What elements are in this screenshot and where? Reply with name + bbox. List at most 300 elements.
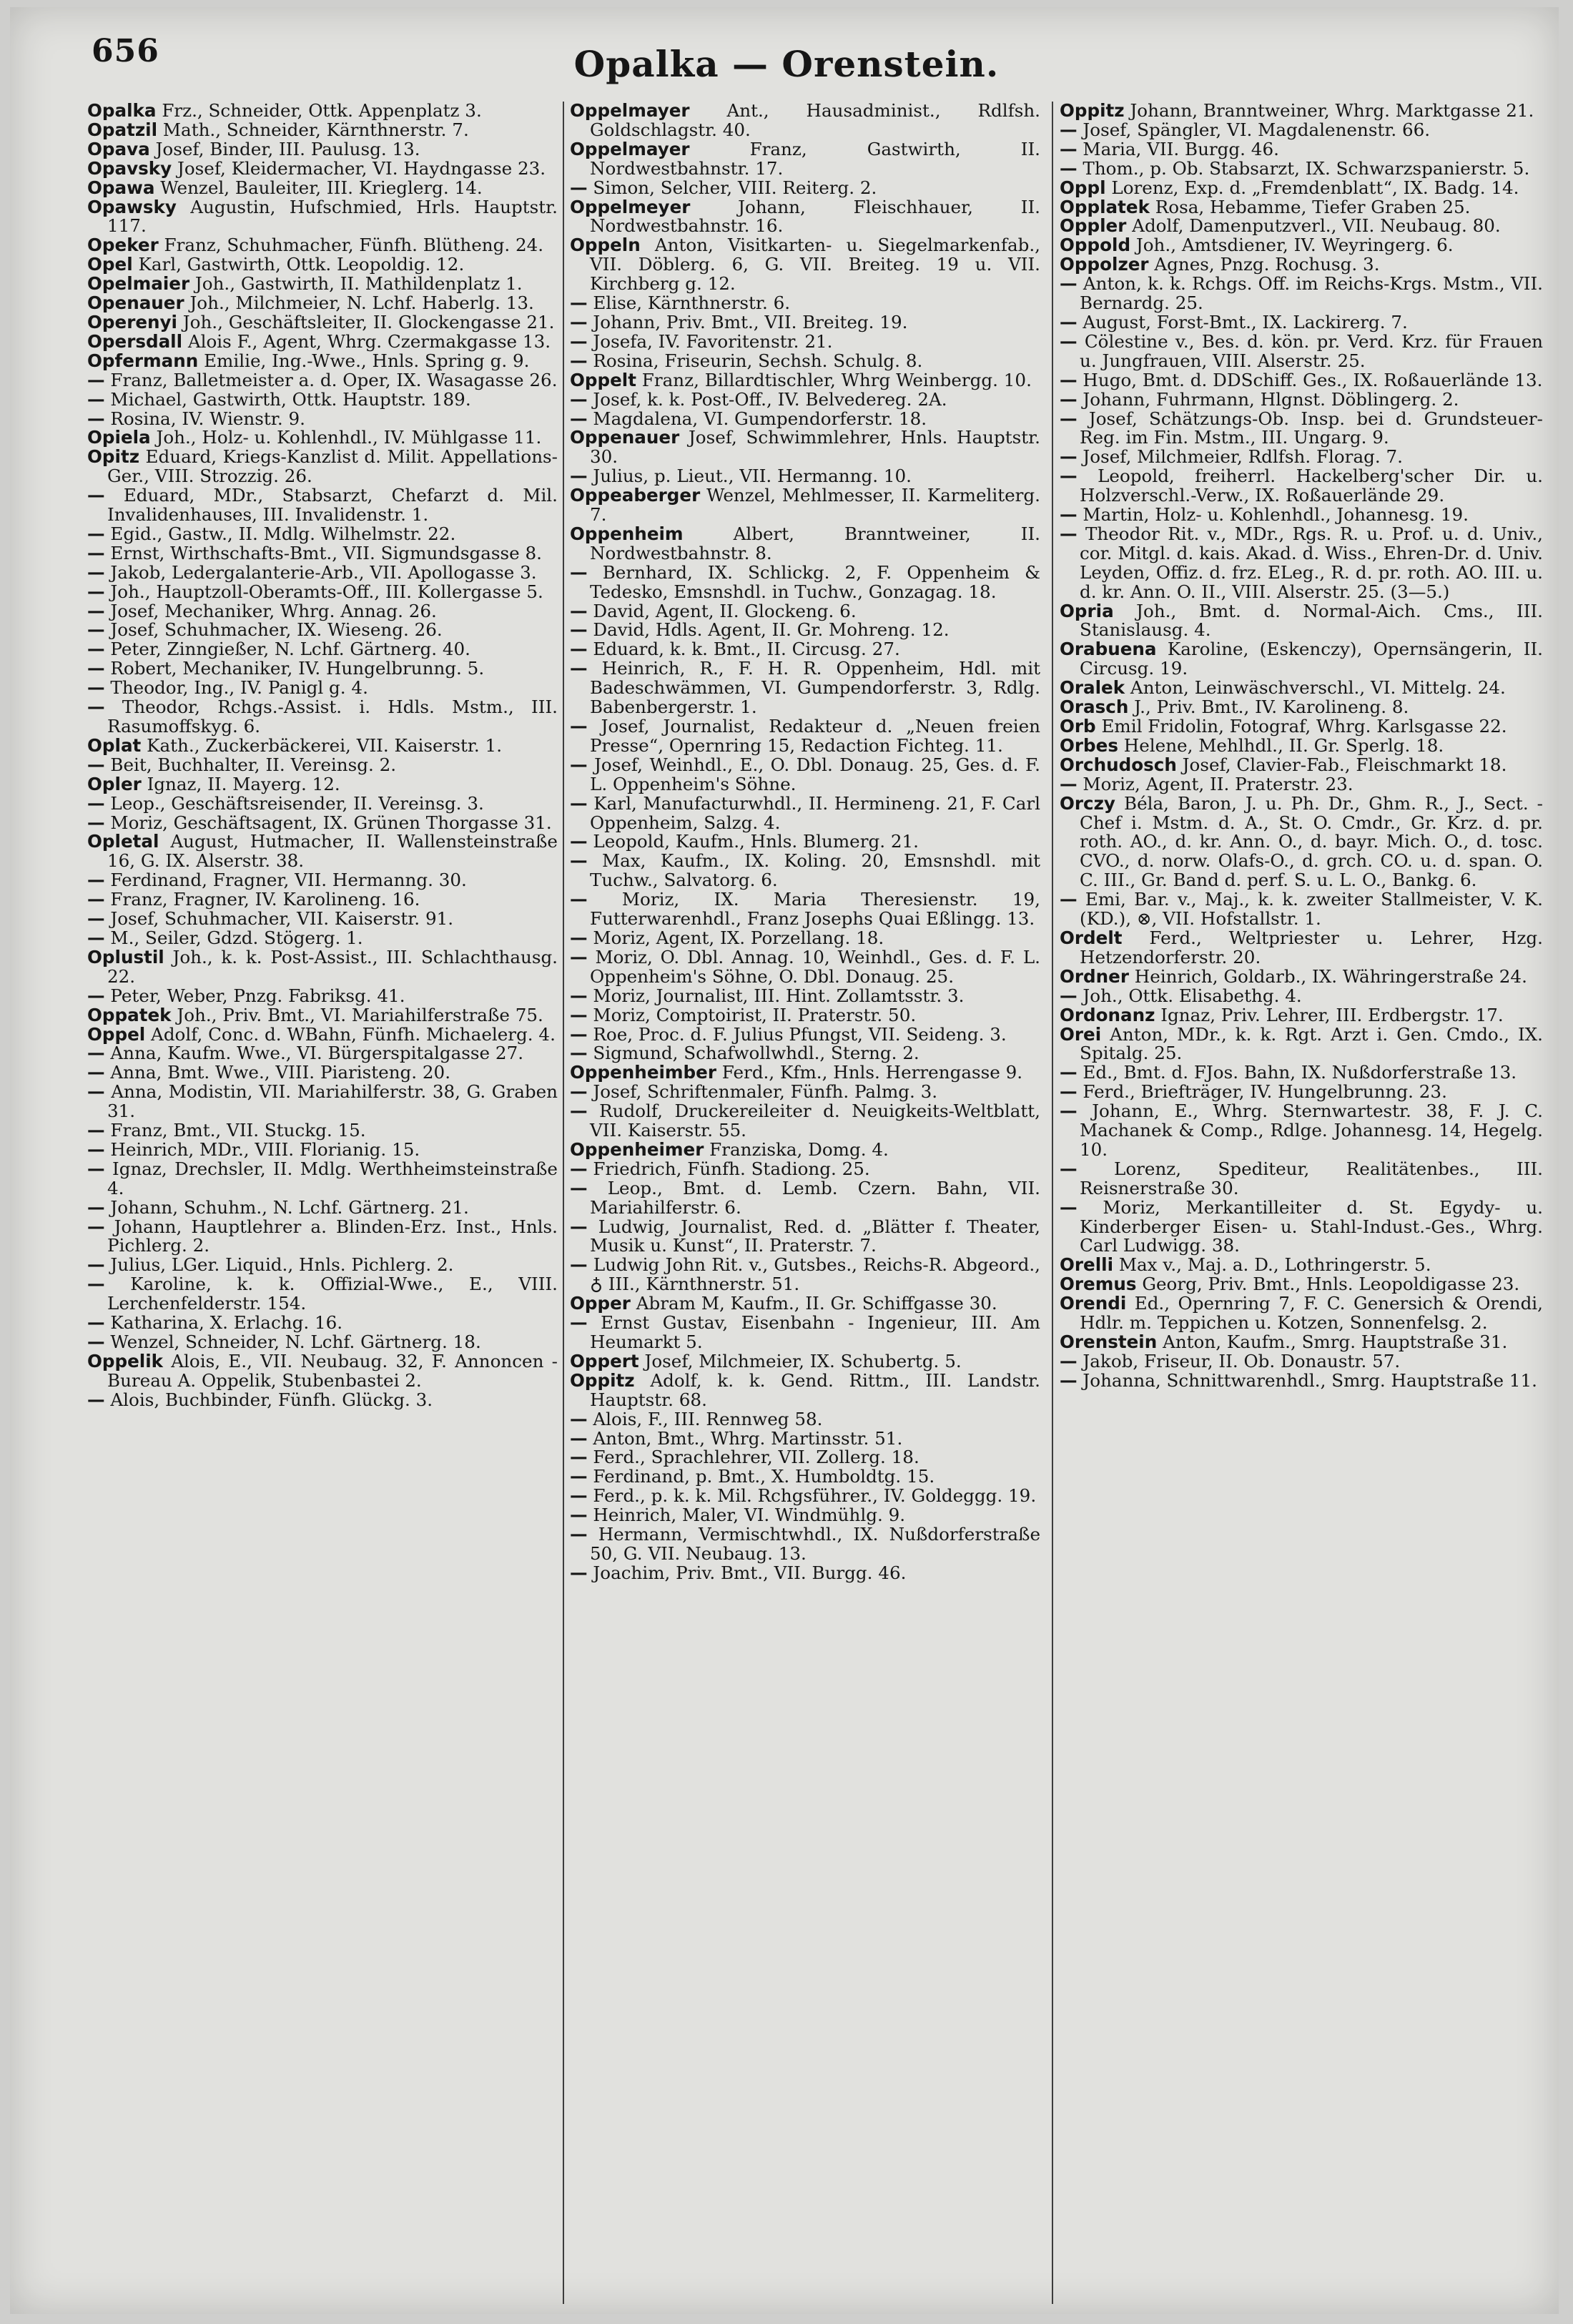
directory-entry bbox=[87, 1256, 558, 1275]
entry-name: — bbox=[1060, 985, 1078, 1006]
entry-details: Albert, Branntweiner, II. Nordwestbahnstr. 8. bbox=[590, 523, 1040, 563]
directory-entry bbox=[1060, 1275, 1543, 1294]
directory-entry bbox=[1060, 330, 1543, 371]
entry-name: Opava bbox=[87, 138, 150, 159]
entry-name: — bbox=[570, 1562, 588, 1583]
entry-details: Lorenz, Spediteur, Realitätenbes., III. Reisnerstraße 30. bbox=[1077, 1158, 1543, 1198]
entry-name: Opplatek bbox=[1060, 196, 1150, 217]
entry-details: Eduard, k. k. Bmt., II. Circusg. 27. bbox=[587, 639, 900, 660]
entry-details: Elise, Kärnthnerstr. 6. bbox=[587, 292, 791, 314]
entry-details: Roe, Proc. d. F. Julius Pfungst, VII. Seideng. 3. bbox=[587, 1023, 1007, 1045]
entry-details: Beit, Buchhalter, II. Vereinsg. 2. bbox=[104, 754, 397, 775]
directory-entry bbox=[87, 734, 558, 756]
directory-entry bbox=[87, 428, 558, 448]
entry-name: Operenyi bbox=[87, 311, 177, 333]
entry-details: Peter, Zinngießer, N. Lchf. Gärtnerg. 40. bbox=[104, 639, 470, 660]
directory-entry bbox=[570, 659, 1040, 717]
entry-name: — bbox=[570, 1485, 588, 1507]
directory-entry bbox=[1060, 1063, 1543, 1083]
entry-details: Johann, Fuhrmann, Hlgnst. Döblingerg. 2. bbox=[1077, 388, 1459, 410]
entry-details: Emi, Bar. v., Maj., k. k. zweiter Stallmeister, V. K. (KD.), ⊗, VII. Hofstallstr. 1. bbox=[1077, 889, 1543, 930]
entry-name: — bbox=[570, 889, 588, 910]
directory-entry bbox=[1060, 698, 1543, 717]
entry-details: Franz, Schuhmacher, Fünfh. Blütheng. 24. bbox=[158, 235, 544, 256]
entry-name: — bbox=[87, 639, 105, 660]
entry-name: — bbox=[570, 1254, 588, 1276]
entry-details: Moriz, Comptoirist, II. Praterstr. 50. bbox=[587, 1004, 917, 1025]
entry-name: Opatzil bbox=[87, 119, 158, 140]
entry-name: — bbox=[1060, 504, 1078, 526]
entry-details: Joh., Amtsdiener, IV. Weyringerg. 6. bbox=[1130, 235, 1454, 256]
directory-entry bbox=[570, 1506, 1040, 1525]
entry-name: Oppler bbox=[1060, 215, 1127, 237]
directory-entry bbox=[570, 1006, 1040, 1025]
entry-name: — bbox=[1060, 889, 1078, 910]
entry-details: Moriz, Geschäftsagent, IX. Grünen Thorgasse 31. bbox=[104, 812, 552, 833]
directory-entry bbox=[87, 1218, 558, 1256]
entry-details: Anton, Leinwäschverschl., VI. Mittelg. 24. bbox=[1125, 677, 1506, 699]
directory-entry bbox=[570, 486, 1040, 525]
entry-details: Josef, Clavier-Fab., Fleischmarkt 18. bbox=[1176, 754, 1507, 775]
directory-entry bbox=[87, 410, 558, 429]
directory-entry bbox=[87, 140, 558, 159]
entry-details: Rudolf, Druckereileiter d. Neuigkeits-Weltblatt, VII. Kaiserstr. 55. bbox=[587, 1101, 1040, 1141]
entry-name: — bbox=[87, 408, 105, 429]
directory-entry bbox=[1060, 506, 1543, 525]
entry-name: — bbox=[570, 850, 588, 872]
entry-name: — bbox=[570, 408, 588, 429]
entry-name: — bbox=[570, 311, 588, 333]
directory-entry bbox=[1060, 756, 1543, 775]
entry-details: Leop., Geschäftsreisender, II. Vereinsg. 3. bbox=[104, 792, 484, 814]
entry-name: — bbox=[87, 369, 105, 390]
entry-details: Leopold, Kaufm., Hnls. Blumerg. 21. bbox=[587, 831, 919, 852]
entry-details: Ludwig John Rit. v., Gutsbes., Reichs-R. Abgeord., ♁ III., Kärnthnerstr. 51. bbox=[587, 1254, 1040, 1295]
entry-details: Alois F., Agent, Whrg. Czermakgasse 13. bbox=[182, 330, 551, 352]
directory-entry bbox=[87, 371, 558, 390]
entry-details: Béla, Baron, J. u. Ph. Dr., Ghm. R., J., Sect. - Chef i. Mstm. d. A., St. O. Cmdr., Gr. Krz. d. pr. roth. AO., d. kr. Ann. O., d. bayr. Mich. O., d. tosc. CVO., d. norw. Olafs-O., d. grch. CO. u. d. span. O. C. III., Gr. Band d. perf. S. u. L. O., Bankg. 6. bbox=[1080, 792, 1543, 891]
entry-details: Alois, E., VII. Neubaug. 32, F. Annoncen - Bureau A. Oppelik, Stubenbastei 2. bbox=[107, 1350, 558, 1391]
entry-name: — bbox=[570, 1505, 588, 1526]
directory-entry bbox=[570, 756, 1040, 794]
entry-details: Thom., p. Ob. Stabsarzt, IX. Schwarzspanierstr. 5. bbox=[1077, 157, 1530, 179]
entry-details: Johann, Branntweiner, Whrg. Marktgasse 21. bbox=[1124, 102, 1534, 121]
entry-details: M., Seiler, Gdzd. Stögerg. 1. bbox=[104, 927, 363, 948]
directory-entry bbox=[570, 1083, 1040, 1102]
entry-name: Oppelmeyer bbox=[570, 196, 691, 217]
entry-name: — bbox=[570, 1447, 588, 1468]
directory-entry bbox=[1060, 602, 1543, 641]
entry-name: Oppenheimer bbox=[570, 1138, 704, 1160]
directory-entry bbox=[570, 1256, 1040, 1294]
directory-entry bbox=[1060, 179, 1543, 198]
entry-name: — bbox=[1060, 273, 1078, 295]
entry-name: — bbox=[87, 792, 105, 814]
entry-details: Karoline, (Eskenczy), Opernsängerin, II. Circusg. 19. bbox=[1080, 639, 1543, 679]
running-title: Opalka — Orenstein. bbox=[573, 43, 1000, 85]
column-left bbox=[87, 102, 558, 2304]
entry-name: — bbox=[570, 330, 588, 352]
entry-name: Ordonanz bbox=[1060, 1004, 1155, 1025]
directory-entry bbox=[87, 832, 558, 871]
entry-details: Joh., Bmt. d. Normal-Aich. Cms., III. Stanislausg. 4. bbox=[1080, 600, 1543, 641]
entry-name: — bbox=[570, 466, 588, 487]
entry-details: Joh., Gastwirth, II. Mathildenplatz 1. bbox=[189, 273, 523, 295]
directory-columns bbox=[87, 102, 1543, 2304]
entry-details: Adolf, Damenputzverl., VII. Neubaug. 80. bbox=[1126, 215, 1501, 237]
directory-entry bbox=[570, 198, 1040, 237]
entry-name: — bbox=[87, 889, 105, 910]
directory-entry bbox=[87, 198, 558, 237]
directory-entry bbox=[87, 910, 558, 929]
directory-entry bbox=[87, 1138, 558, 1160]
entry-name: — bbox=[570, 1023, 588, 1045]
entry-name: — bbox=[570, 658, 588, 679]
directory-entry bbox=[570, 330, 1040, 352]
directory-entry bbox=[87, 1063, 558, 1083]
entry-name: — bbox=[87, 485, 105, 506]
entry-name: — bbox=[1060, 119, 1078, 140]
directory-entry bbox=[87, 486, 558, 525]
directory-entry bbox=[570, 832, 1040, 852]
directory-entry bbox=[87, 775, 558, 794]
entry-details: Joh., Ottk. Elisabethg. 4. bbox=[1077, 985, 1302, 1006]
directory-entry bbox=[87, 563, 558, 583]
entry-name: — bbox=[570, 1158, 588, 1179]
entry-details: Wenzel, Bauleiter, III. Krieglerg. 14. bbox=[154, 177, 483, 198]
entry-name: — bbox=[87, 812, 105, 833]
entry-name: Orbes bbox=[1060, 734, 1118, 756]
entry-details: Franz, Balletmeister a. d. Oper, IX. Wasagasse 26. bbox=[104, 369, 558, 390]
entry-details: Franz, Fragner, IV. Karolineng. 16. bbox=[104, 889, 420, 910]
directory-entry bbox=[1060, 734, 1543, 756]
entry-name: Ordelt bbox=[1060, 927, 1123, 948]
entry-name: — bbox=[570, 292, 588, 314]
directory-entry bbox=[570, 1179, 1040, 1218]
entry-details: Moriz, Journalist, III. Hint. Zollamtsstr. 3. bbox=[587, 985, 965, 1006]
entry-name: — bbox=[87, 619, 105, 641]
directory-entry bbox=[570, 102, 1040, 140]
entry-name: Orchudosch bbox=[1060, 754, 1177, 775]
entry-name: Oppelik bbox=[87, 1350, 164, 1372]
directory-entry bbox=[87, 159, 558, 179]
entry-details: Alois, F., III. Rennweg 58. bbox=[587, 1408, 823, 1429]
entry-name: Oralek bbox=[1060, 677, 1125, 699]
entry-name: Oppel bbox=[87, 1023, 146, 1045]
entry-details: Agnes, Pnzg. Rochusg. 3. bbox=[1148, 254, 1380, 275]
entry-name: — bbox=[570, 1524, 588, 1545]
entry-details: Cölestine v., Bes. d. kön. pr. Verd. Krz. für Frauen u. Jungfrauen, VIII. Alserstr. 25. bbox=[1077, 330, 1543, 371]
entry-name: — bbox=[87, 658, 105, 679]
directory-entry bbox=[87, 1333, 558, 1352]
entry-name: — bbox=[1060, 446, 1078, 468]
directory-entry bbox=[1060, 236, 1543, 255]
entry-details: Johann, Fleischhauer, II. Nordwestbahnstr. 16. bbox=[590, 196, 1040, 237]
entry-details: Ant., Hausadminist., Rdlfsh. Goldschlagstr. 40. bbox=[590, 102, 1040, 140]
directory-entry bbox=[87, 255, 558, 275]
entry-name: — bbox=[87, 523, 105, 544]
entry-details: Peter, Weber, Pnzg. Fabriksg. 41. bbox=[104, 985, 405, 1006]
directory-entry bbox=[87, 525, 558, 544]
entry-details: Karl, Manufacturwhdl., II. Hermineng. 21, F. Carl Oppenheim, Salzg. 4. bbox=[587, 792, 1040, 833]
entry-details: Maria, VII. Burgg. 46. bbox=[1077, 138, 1279, 159]
entry-name: Orendi bbox=[1060, 1293, 1127, 1314]
entry-details: Moriz, O. Dbl. Annag. 10, Weinhdl., Ges. d. F. L. Oppenheim's Söhne, O. Dbl. Donaug. 25. bbox=[587, 946, 1040, 987]
entry-details: Wenzel, Schneider, N. Lchf. Gärtnerg. 18. bbox=[104, 1331, 481, 1352]
entry-name: — bbox=[570, 1043, 588, 1064]
entry-name: — bbox=[570, 716, 588, 737]
entry-name: — bbox=[570, 1081, 588, 1103]
entry-name: Oppelmayer bbox=[570, 102, 690, 121]
entry-details: Ferdinand, p. Bmt., X. Humboldtg. 15. bbox=[587, 1466, 935, 1487]
entry-name: Opavsky bbox=[87, 157, 172, 179]
directory-entry bbox=[1060, 313, 1543, 333]
entry-name: Opria bbox=[1060, 600, 1114, 621]
entry-name: — bbox=[87, 1331, 105, 1352]
directory-entry bbox=[1060, 1025, 1543, 1064]
entry-details: Josef, Schriftenmaler, Fünfh. Palmg. 3. bbox=[587, 1081, 938, 1103]
entry-details: Josef, Milchmeier, Rdlfsh. Florag. 7. bbox=[1077, 446, 1403, 468]
entry-name: — bbox=[1060, 330, 1078, 352]
directory-entry bbox=[570, 987, 1040, 1006]
entry-details: Eduard, Kriegs-Kanzlist d. Milit. Appellations-Ger., VIII. Strozzig. 26. bbox=[107, 446, 558, 487]
directory-entry bbox=[1060, 1369, 1543, 1391]
directory-entry bbox=[1060, 410, 1543, 448]
directory-entry bbox=[570, 890, 1040, 929]
directory-entry bbox=[1060, 371, 1543, 390]
directory-entry bbox=[570, 1467, 1040, 1487]
directory-entry bbox=[1060, 467, 1543, 506]
entry-name: Opel bbox=[87, 254, 133, 275]
entry-details: Josef, Spängler, VI. Magdalenenstr. 66. bbox=[1077, 119, 1431, 140]
entry-name: Oppold bbox=[1060, 235, 1131, 256]
directory-entry bbox=[87, 313, 558, 333]
entry-name: Orasch bbox=[1060, 696, 1129, 718]
directory-entry bbox=[570, 294, 1040, 313]
entry-details: Anton, k. k. Rchgs. Off. im Reichs-Krgs. Mstm., VII. Bernardg. 25. bbox=[1077, 273, 1543, 314]
entry-name: — bbox=[1060, 1062, 1078, 1083]
entry-name: — bbox=[87, 1312, 105, 1334]
entry-name: Oremus bbox=[1060, 1274, 1137, 1295]
entry-details: Friedrich, Fünfh. Stadiong. 25. bbox=[587, 1158, 870, 1179]
directory-entry bbox=[1060, 198, 1543, 217]
entry-details: Theodor, Rchgs.-Assist. i. Hdls. Mstm., III. Rasumoffskyg. 6. bbox=[104, 696, 558, 737]
directory-entry bbox=[87, 698, 558, 737]
directory-entry bbox=[87, 102, 558, 121]
entry-name: Opeker bbox=[87, 235, 159, 256]
entry-name: — bbox=[570, 639, 588, 660]
entry-details: Karoline, k. k. Offizial-Wwe., E., VIII. Lerchenfelderstr. 154. bbox=[104, 1274, 558, 1314]
entry-name: — bbox=[87, 908, 105, 930]
entry-name: — bbox=[570, 927, 588, 948]
directory-entry bbox=[570, 929, 1040, 948]
directory-entry bbox=[570, 352, 1040, 371]
entry-details: Karl, Gastwirth, Ottk. Leopoldig. 12. bbox=[132, 254, 465, 275]
directory-entry bbox=[87, 448, 558, 486]
entry-details: Adolf, Conc. d. WBahn, Fünfh. Michaelerg. 4. bbox=[145, 1023, 556, 1045]
directory-entry bbox=[87, 1314, 558, 1333]
directory-entry bbox=[87, 659, 558, 679]
directory-entry bbox=[87, 330, 558, 352]
entry-name: Oplat bbox=[87, 734, 142, 756]
entry-name: — bbox=[87, 1043, 105, 1064]
entry-name: — bbox=[1060, 1158, 1078, 1179]
directory-entry bbox=[87, 602, 558, 621]
directory-entry bbox=[570, 410, 1040, 429]
entry-name: Oppert bbox=[570, 1350, 639, 1372]
entry-details: Anna, Modistin, VII. Mariahilferstr. 38, G. Graben 31. bbox=[104, 1081, 558, 1122]
entry-name: — bbox=[570, 754, 588, 775]
entry-details: Josef, Schwimmlehrer, Hnls. Hauptstr. 30. bbox=[590, 427, 1040, 468]
directory-entry bbox=[570, 1564, 1040, 1583]
entry-details: Ferd., Kfm., Hnls. Herrengasse 9. bbox=[716, 1062, 1023, 1083]
directory-entry bbox=[1060, 255, 1543, 275]
entry-name: — bbox=[1060, 466, 1078, 487]
entry-name: — bbox=[570, 350, 588, 371]
entry-name: — bbox=[87, 1254, 105, 1276]
entry-name: — bbox=[1060, 1369, 1078, 1391]
entry-name: — bbox=[87, 388, 105, 410]
entry-name: Orei bbox=[1060, 1023, 1102, 1045]
entry-name: — bbox=[87, 754, 105, 775]
directory-entry bbox=[570, 621, 1040, 640]
entry-name: Opalka bbox=[87, 102, 157, 121]
directory-entry bbox=[87, 294, 558, 313]
directory-entry bbox=[87, 987, 558, 1006]
directory-entry bbox=[570, 1369, 1040, 1410]
entry-name: — bbox=[87, 1120, 105, 1141]
entry-details: Rosina, IV. Wienstr. 9. bbox=[104, 408, 305, 429]
entry-name: — bbox=[87, 677, 105, 699]
directory-entry bbox=[570, 371, 1040, 390]
entry-name: — bbox=[570, 1177, 588, 1198]
entry-details: Lorenz, Exp. d. „Fremdenblatt“, IX. Badg. 14. bbox=[1105, 177, 1519, 198]
entry-details: August, Hutmacher, II. Wallensteinstraße 16, G. IX. Alserstr. 38. bbox=[107, 831, 558, 872]
entry-details: Sigmund, Schafwollwhdl., Sterng. 2. bbox=[587, 1043, 919, 1064]
entry-details: Joh., Geschäftsleiter, II. Glockengasse 21. bbox=[177, 311, 555, 333]
directory-entry bbox=[570, 1294, 1040, 1314]
entry-details: Ferd., Briefträger, IV. Hungelbrunng. 23. bbox=[1077, 1081, 1447, 1103]
entry-name: — bbox=[570, 1427, 588, 1449]
directory-entry bbox=[570, 852, 1040, 890]
entry-details: Math., Schneider, Kärnthnerstr. 7. bbox=[157, 119, 469, 140]
entry-details: Josef, Kleidermacher, VI. Haydngasse 23. bbox=[172, 157, 546, 179]
directory-entry bbox=[1060, 448, 1543, 467]
directory-entry bbox=[1060, 987, 1543, 1006]
directory-entry bbox=[1060, 159, 1543, 179]
entry-details: Franz, Bmt., VII. Stuckg. 15. bbox=[104, 1120, 366, 1141]
directory-entry bbox=[1060, 1160, 1543, 1198]
entry-name: — bbox=[570, 985, 588, 1006]
entry-details: Franz, Gastwirth, II. Nordwestbahnstr. 17. bbox=[590, 138, 1040, 179]
entry-details: Franz, Billardtischler, Whrg Weinbergg. 10. bbox=[636, 369, 1032, 390]
directory-entry bbox=[87, 1083, 558, 1121]
directory-entry bbox=[87, 275, 558, 294]
directory-entry bbox=[570, 717, 1040, 756]
entry-details: Katharina, X. Erlachg. 16. bbox=[104, 1312, 343, 1334]
entry-details: Johann, Hauptlehrer a. Blinden-Erz. Inst., Hnls. Pichlerg. 2. bbox=[104, 1216, 558, 1256]
directory-entry bbox=[570, 1410, 1040, 1429]
entry-details: Simon, Selcher, VIII. Reiterg. 2. bbox=[587, 177, 877, 198]
entry-details: Bernhard, IX. Schlickg. 2, F. Oppenheim & Tedesko, Emsnshdl. in Tuchw., Gonzagag. 18. bbox=[587, 561, 1040, 602]
column-middle bbox=[570, 102, 1040, 2304]
entry-details: Wenzel, Mehlmesser, II. Karmeliterg. 7. bbox=[590, 485, 1040, 526]
entry-name: — bbox=[570, 619, 588, 641]
entry-name: — bbox=[1060, 1081, 1078, 1103]
entry-details: Kath., Zuckerbäckerei, VII. Kaiserstr. 1. bbox=[141, 734, 503, 756]
entry-details: Josef, Schätzungs-Ob. Insp. bei d. Grundsteuer-Reg. im Fin. Mstm., III. Ungarg. 9. bbox=[1077, 408, 1543, 448]
entry-name: Oppenheimber bbox=[570, 1062, 716, 1083]
entry-details: August, Forst-Bmt., IX. Lackirerg. 7. bbox=[1077, 311, 1408, 333]
entry-details: Anton, Kaufm., Smrg. Hauptstraße 31. bbox=[1157, 1331, 1508, 1352]
entry-details: Joh., Milchmeier, N. Lchf. Haberlg. 13. bbox=[184, 292, 534, 314]
entry-name: Orb bbox=[1060, 716, 1096, 737]
entry-details: Julius, LGer. Liquid., Hnls. Pichlerg. 2. bbox=[104, 1254, 454, 1276]
entry-name: Opletal bbox=[87, 831, 159, 852]
entry-name: Ordner bbox=[1060, 965, 1129, 987]
entry-name: — bbox=[87, 696, 105, 718]
entry-details: Ernst Gustav, Eisenbahn - Ingenieur, III. Am Heumarkt 5. bbox=[587, 1312, 1040, 1352]
entry-name: — bbox=[87, 581, 105, 602]
column-divider bbox=[563, 102, 564, 2304]
entry-name: — bbox=[87, 1216, 105, 1237]
entry-details: Ferd., Sprachlehrer, VII. Zollerg. 18. bbox=[587, 1447, 919, 1468]
directory-entry bbox=[87, 236, 558, 255]
entry-name: Opelmaier bbox=[87, 273, 190, 295]
entry-details: Julius, p. Lieut., VII. Hermanng. 10. bbox=[587, 466, 912, 487]
entry-name: — bbox=[87, 561, 105, 583]
entry-details: Josef, Mechaniker, Whrg. Annag. 26. bbox=[104, 600, 437, 621]
directory-entry bbox=[570, 1352, 1040, 1372]
directory-entry bbox=[570, 1044, 1040, 1063]
entry-name: — bbox=[87, 600, 105, 621]
entry-name: — bbox=[570, 1101, 588, 1122]
entry-name: — bbox=[570, 1466, 588, 1487]
entry-details: Robert, Mechaniker, IV. Hungelbrunng. 5. bbox=[104, 658, 485, 679]
entry-name: — bbox=[570, 831, 588, 852]
directory-entry bbox=[87, 1160, 558, 1198]
entry-details: Rosa, Hebamme, Tiefer Graben 25. bbox=[1149, 196, 1471, 217]
entry-name: — bbox=[87, 927, 105, 948]
entry-details: Joh., Priv. Bmt., VI. Mariahilferstraße 75. bbox=[171, 1004, 543, 1025]
entry-details: Moriz, IX. Maria Theresienstr. 19, Futterwarenhdl., Franz Josephs Quai Eßlingg. 13. bbox=[587, 889, 1040, 930]
entry-details: Anton, Visitkarten- u. Siegelmarkenfab., VII. Döblerg. 6, G. VII. Breiteg. 19 u. VII. Kirchberg g. 12. bbox=[590, 235, 1040, 295]
entry-details: Ignaz, II. Mayerg. 12. bbox=[141, 773, 340, 794]
entry-details: Johann, Schuhm., N. Lchf. Gärtnerg. 21. bbox=[104, 1196, 469, 1218]
entry-name: Oppolzer bbox=[1060, 254, 1149, 275]
directory-entry bbox=[87, 583, 558, 602]
directory-entry bbox=[1060, 121, 1543, 140]
entry-details: Heinrich, R., F. H. R. Oppenheim, Hdl. mit Badeschwämmen, VI. Gumpendorferstr. 3, Rdlg. Babenbergerstr. 1. bbox=[587, 658, 1040, 718]
entry-details: Martin, Holz- u. Kohlenhdl., Johannesg. 19. bbox=[1077, 504, 1469, 526]
entry-details: Heinrich, MDr., VIII. Florianig. 15. bbox=[104, 1138, 420, 1160]
entry-name: — bbox=[570, 1312, 588, 1334]
entry-name: — bbox=[87, 1081, 105, 1103]
directory-entry bbox=[1060, 717, 1543, 737]
entry-name: Oppenheim bbox=[570, 523, 684, 544]
entry-name: — bbox=[1060, 408, 1078, 429]
entry-name: Opler bbox=[87, 773, 142, 794]
entry-details: Hermann, Vermischtwhdl., IX. Nußdorferstraße 50, G. VII. Neubaug. 13. bbox=[587, 1524, 1040, 1564]
entry-name: — bbox=[1060, 369, 1078, 390]
directory-entry bbox=[570, 390, 1040, 410]
entry-details: Johann, Priv. Bmt., VII. Breiteg. 19. bbox=[587, 311, 908, 333]
directory-entry bbox=[87, 1044, 558, 1063]
entry-name: — bbox=[1060, 1196, 1078, 1218]
directory-entry bbox=[87, 1198, 558, 1218]
entry-details: Joh., k. k. Post-Assist., III. Schlachthausg. 22. bbox=[107, 946, 558, 987]
directory-entry bbox=[87, 1391, 558, 1410]
